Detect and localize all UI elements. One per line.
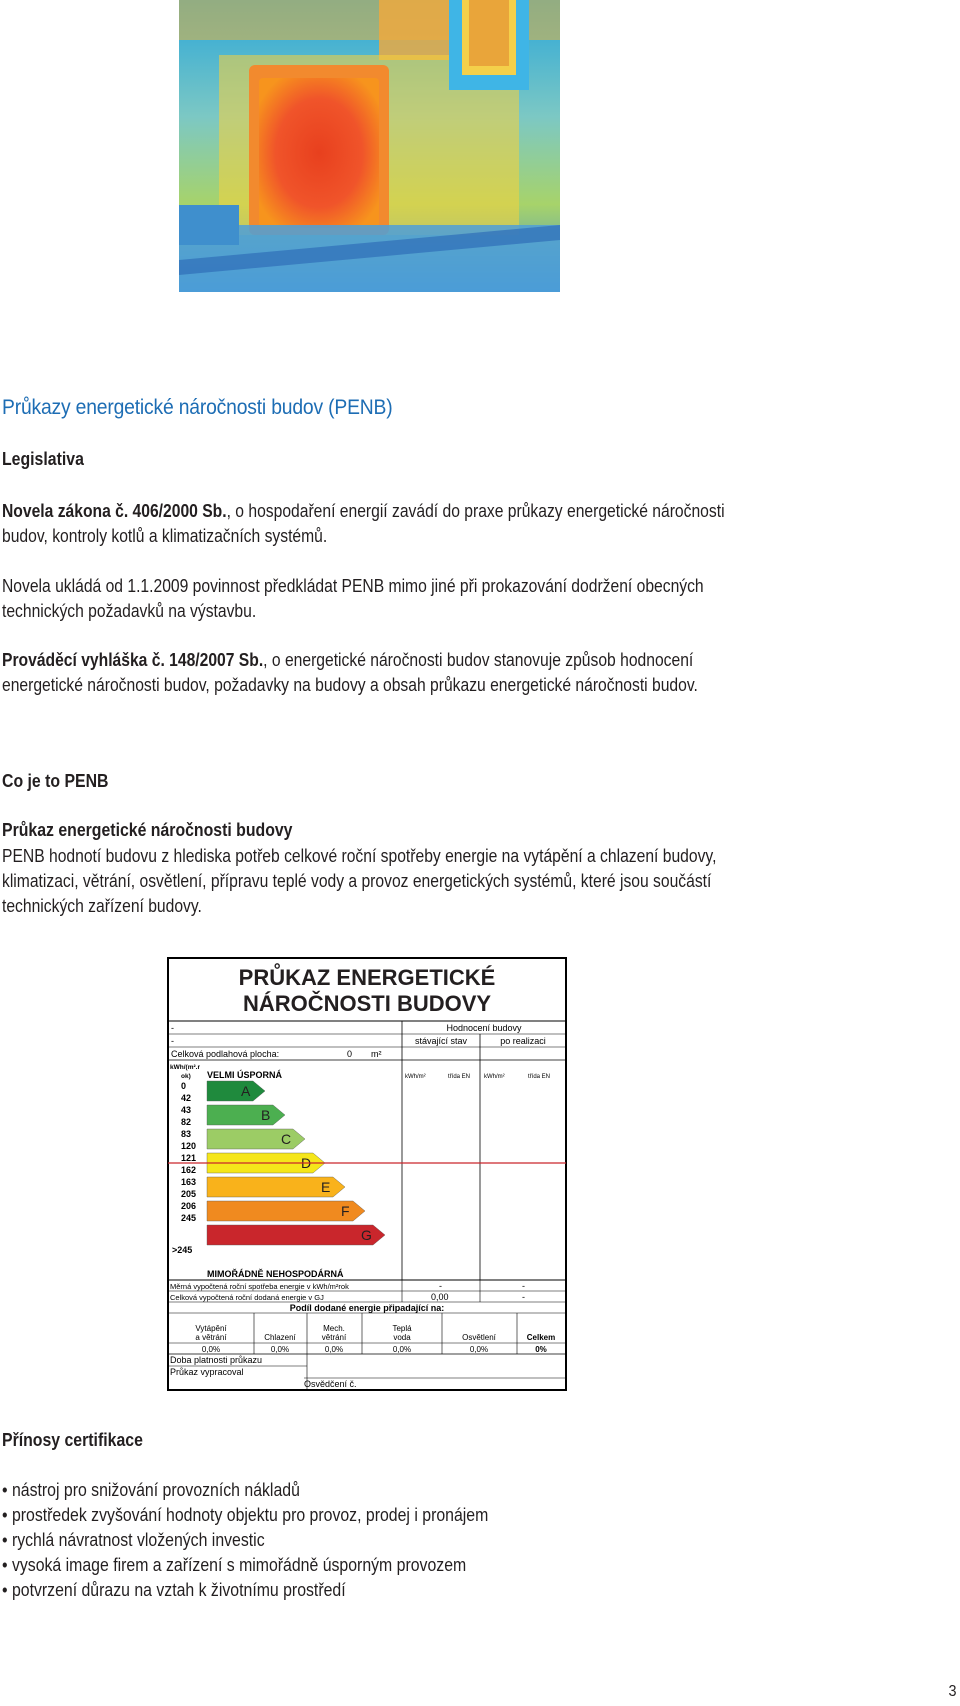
share-value: 0,0%: [392, 1345, 412, 1354]
scale-number: 205: [181, 1189, 197, 1199]
benefits-list: [2, 1478, 488, 1603]
share-header: Podíl dodané energie připadající na:: [289, 1303, 445, 1313]
scale-number: 42: [181, 1093, 192, 1103]
prepared-by-label: Průkaz vypracoval: [170, 1367, 244, 1377]
worst-label: MIMOŘÁDNĚ NEHOSPODÁRNÁ: [207, 1269, 344, 1279]
energy-class-letter: G: [361, 1227, 372, 1243]
decree-text: , o energetické náročnosti budov stanovuje způsob hodnocení energetické náročnosti budov, požadavky na budovy a obsah průkazu energetické náročnosti budov.: [2, 650, 698, 695]
what-is-subtitle: Průkaz energetické náročnosti budovy: [2, 820, 293, 840]
energy-class-bar: [207, 1105, 285, 1125]
share-value: 0%: [535, 1345, 547, 1354]
legislation-paragraph-2: Novela ukládá od 1.1.2009 povinnost předkládat PENB mimo jiné při prokazování dodržení obecných technických požadavků na výstavbu.: [2, 576, 704, 621]
sub-col-2: třída EN: [448, 1074, 471, 1080]
scale-number: 43: [181, 1105, 192, 1115]
unit-label-1: kWh/(m².r: [170, 1064, 200, 1071]
sub-col-3: kWh/m²: [484, 1074, 505, 1080]
scale-number: 0: [181, 1081, 187, 1091]
scale-number: 83: [181, 1129, 192, 1139]
rating-header: Hodnocení budovy: [446, 1023, 522, 1033]
share-column-header: Osvětlení: [462, 1333, 496, 1342]
share-value: 0,0%: [469, 1345, 489, 1354]
what-is-title: Co je to PENB: [2, 771, 109, 791]
benefit-item: • rychlá návratnost vložených investic: [2, 1530, 265, 1550]
validity-label: Doba platnosti průkazu: [170, 1355, 263, 1365]
benefits-title: Přínosy certifikace: [2, 1430, 143, 1450]
energy-class-bar: [207, 1225, 385, 1245]
benefit-item: • nástroj pro snižování provozních nákladů: [2, 1480, 300, 1500]
sub-col-1: kWh/m²: [405, 1074, 426, 1080]
specific-current: -: [439, 1281, 442, 1291]
share-column-header: Celkem: [526, 1333, 556, 1342]
share-column-header: Teplá voda: [392, 1324, 412, 1342]
unit-label-2: ok): [181, 1073, 191, 1080]
floor-area-unit: m²: [371, 1049, 382, 1059]
energy-class-letter: B: [261, 1107, 271, 1123]
law-reference: Novela zákona č. 406/2000 Sb.: [2, 501, 227, 521]
share-value: 0,0%: [270, 1345, 290, 1354]
floor-area-value: 0: [347, 1049, 353, 1059]
label-dash-1: -: [171, 1023, 174, 1033]
share-value: 0,0%: [324, 1345, 344, 1354]
label-title-1: PRŮKAZ ENERGETICKÉ: [238, 965, 496, 990]
sub-col-4: třída EN: [528, 1074, 551, 1080]
decree-reference: Prováděcí vyhláška č. 148/2007 Sb.: [2, 650, 264, 670]
total-current: 0,00: [431, 1292, 449, 1302]
scale-number: 206: [181, 1201, 197, 1211]
scale-number: 245: [181, 1213, 197, 1223]
energy-class-letter: E: [321, 1179, 331, 1195]
thermal-image: [179, 0, 560, 292]
scale-number: 162: [181, 1165, 197, 1175]
share-column-header: Chlazení: [264, 1333, 296, 1342]
benefit-item: • vysoká image firem a zařízení s mimořádně úsporným provozem: [2, 1555, 467, 1575]
scale-number: 82: [181, 1117, 192, 1127]
share-value: 0,0%: [201, 1345, 221, 1354]
share-column-header: Mech. větrání: [321, 1324, 347, 1342]
total-label: Celková vypočtená roční dodaná energie v GJ: [170, 1293, 324, 1302]
scale-number: 120: [181, 1141, 197, 1151]
certificate-label: Osvědčení č.: [304, 1379, 357, 1389]
legislation-title: Legislativa: [2, 449, 84, 469]
label-title-2: NÁROČNOSTI BUDOVY: [242, 991, 492, 1016]
energy-class-letter: F: [341, 1203, 350, 1219]
law-text: , o hospodaření energií zavádí do praxe průkazy energetické náročnosti budov, kontroly kotlů a klimatizačních systémů.: [2, 501, 725, 546]
energy-class-letter: C: [281, 1131, 292, 1147]
legislation-paragraph-3: [2, 648, 750, 698]
specific-label: Měrná vypočtená roční spotřeba energie v kWh/m²rok: [170, 1282, 349, 1291]
col-after: po realizaci: [500, 1036, 546, 1046]
scale-number: 121: [181, 1153, 197, 1163]
share-column-header: Vytápění a větrání: [195, 1324, 227, 1342]
floor-area-label: Celková podlahová plocha:: [171, 1049, 280, 1059]
benefit-item: • prostředek zvyšování hodnoty objektu pro provoz, prodej i pronájem: [2, 1505, 489, 1525]
scale-number: >245: [172, 1245, 193, 1255]
col-current: stávající stav: [414, 1036, 468, 1046]
energy-label: [167, 957, 567, 1391]
benefit-item: • potvrzení důrazu na vztah k životnímu prostředí: [2, 1580, 346, 1600]
best-label: VELMI ÚSPORNÁ: [207, 1070, 283, 1080]
page-heading: Průkazy energetické náročnosti budov (PENB): [2, 396, 393, 419]
energy-class-letter: D: [301, 1155, 312, 1171]
legislation-paragraph-1: [2, 499, 750, 549]
what-is-text: PENB hodnotí budovu z hlediska potřeb celkové roční spotřeby energie na vytápění a chlazení budovy, klimatizaci, větrání, osvětlení, přípravu teplé vody a provoz energetických systémů, které jsou součástí technických zařízení budovy.: [2, 846, 717, 916]
total-after: -: [522, 1292, 525, 1302]
scale-number: 163: [181, 1177, 197, 1187]
label-dash-2: -: [171, 1036, 174, 1046]
energy-class-bar: [207, 1081, 265, 1101]
page-number: 3: [948, 1683, 957, 1700]
energy-class-letter: A: [241, 1083, 251, 1099]
specific-after: -: [522, 1281, 525, 1291]
